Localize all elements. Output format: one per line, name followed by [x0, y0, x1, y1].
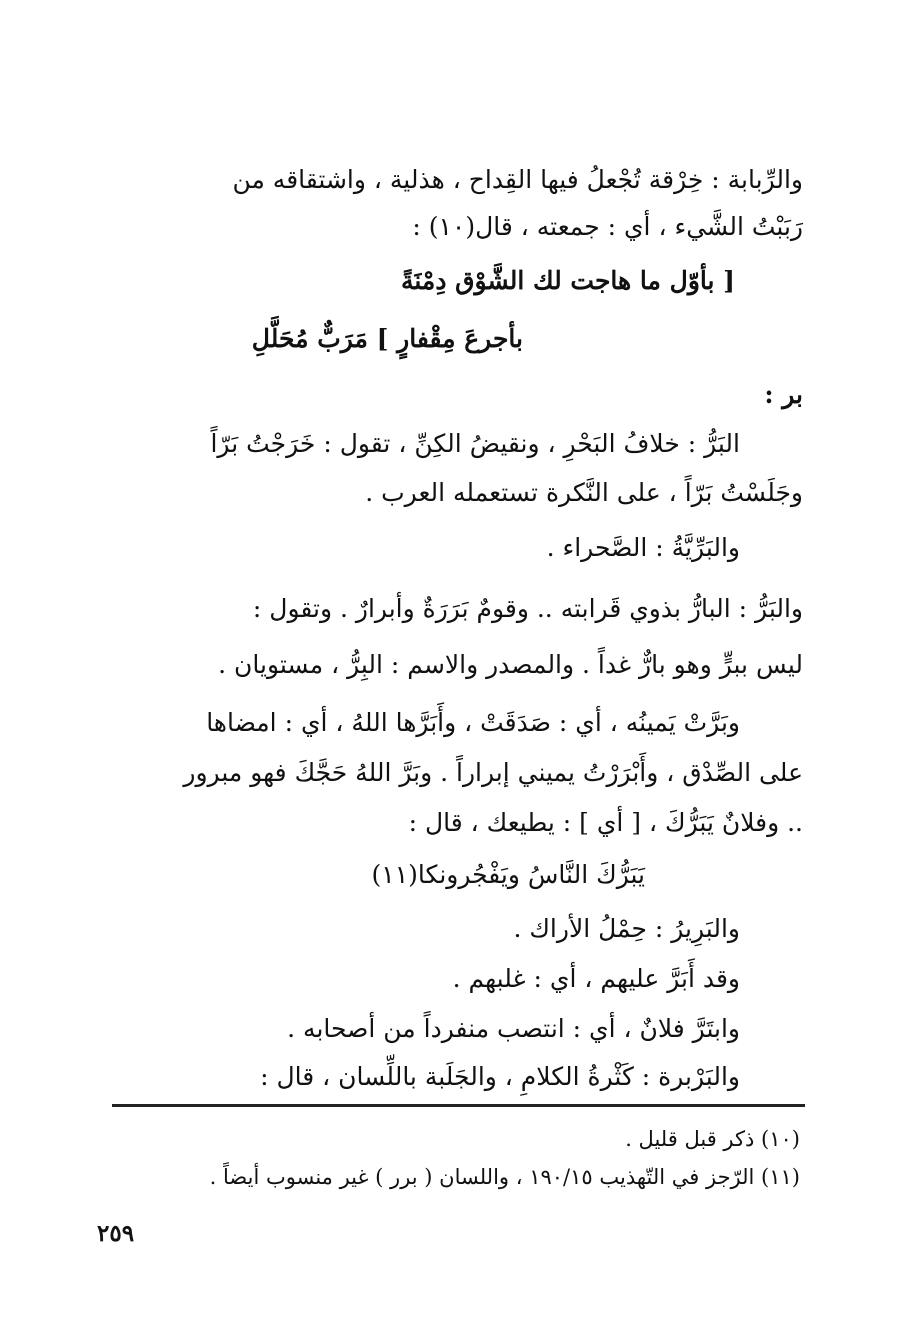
verse-line: [ بأوّل ما هاجت لك الشَّوْق دِمْنَةً [400, 266, 735, 295]
text-line: البَرُّ : خلافُ البَحْرِ ، ونقيضُ الكِنِّ ، تقول : خَرَجْتُ بَرّاً [210, 429, 740, 458]
text-line: والبَرُّ : البارُّ بذوي قَرابته .. وقومٌ بَرَرَةٌ وأبرارٌ . وتقول : [252, 594, 803, 623]
text-line: والبَرِيرُ : حِمْلُ الأراك . [513, 914, 740, 943]
verse-line: بأجرعَ مِقْفارٍ ] مَرَبٌّ مُحَلَّلِ [251, 324, 523, 353]
text-line: ليس ببرٍّ وهو بارٌّ غداً . والمصدر والاسم : البِرُّ ، مستويان . [218, 650, 803, 679]
page-number: ٢٥٩ [97, 1220, 135, 1247]
text-line: والرِّبابة : خِرْقة تُجْعلُ فيها القِداح ، هذلية ، واشتقاقه من [232, 165, 803, 194]
text-line: على الصِّدْق ، وأَبْرَرْتُ يميني إبراراً . وبَرَّ اللهُ حَجَّكَ فهو مبرور [183, 758, 803, 787]
text-line: وابتَرَّ فلانٌ ، أي : انتصب منفرداً من أصحابه . [287, 1014, 740, 1043]
text-line: .. وفلانٌ يَبَرُّكَ ، [ أي ] : يطيعك ، قال : [408, 808, 803, 837]
text-line: وبَرَّتْ يَمينُه ، أي : صَدَقَتْ ، وأَبَرَّها اللهُ ، أي : امضاها [206, 708, 740, 737]
entry-heading: بر : [764, 380, 803, 409]
text-line: رَبَبْتُ الشَّيء ، أي : جمعته ، قال(١٠) : [412, 212, 803, 241]
text-line: والبَرْبرة : كَثْرةُ الكلامِ ، والجَلَبة باللِّسان ، قال : [260, 1062, 740, 1091]
text-line: والبَرِّيَّةُ : الصَّحراء . [546, 533, 740, 562]
verse-line: يَبَرُّكَ النَّاسُ ويَفْجُرونكا(١١) [371, 860, 645, 889]
text-line: وقد أَبَرَّ عليهم ، أي : غلبهم . [452, 964, 740, 993]
footnote: (١١) الرّجز في التّهذيب ١٩٠/١٥ ، واللسان ( برر ) غير منسوب أيضاً . [209, 1165, 800, 1189]
footnote: (١٠) ذكر قبل قليل . [625, 1127, 800, 1151]
footnote-divider [112, 1104, 805, 1107]
text-line: وجَلَسْتُ بَرّاً ، على النَّكرة تستعمله العرب . [365, 478, 803, 507]
